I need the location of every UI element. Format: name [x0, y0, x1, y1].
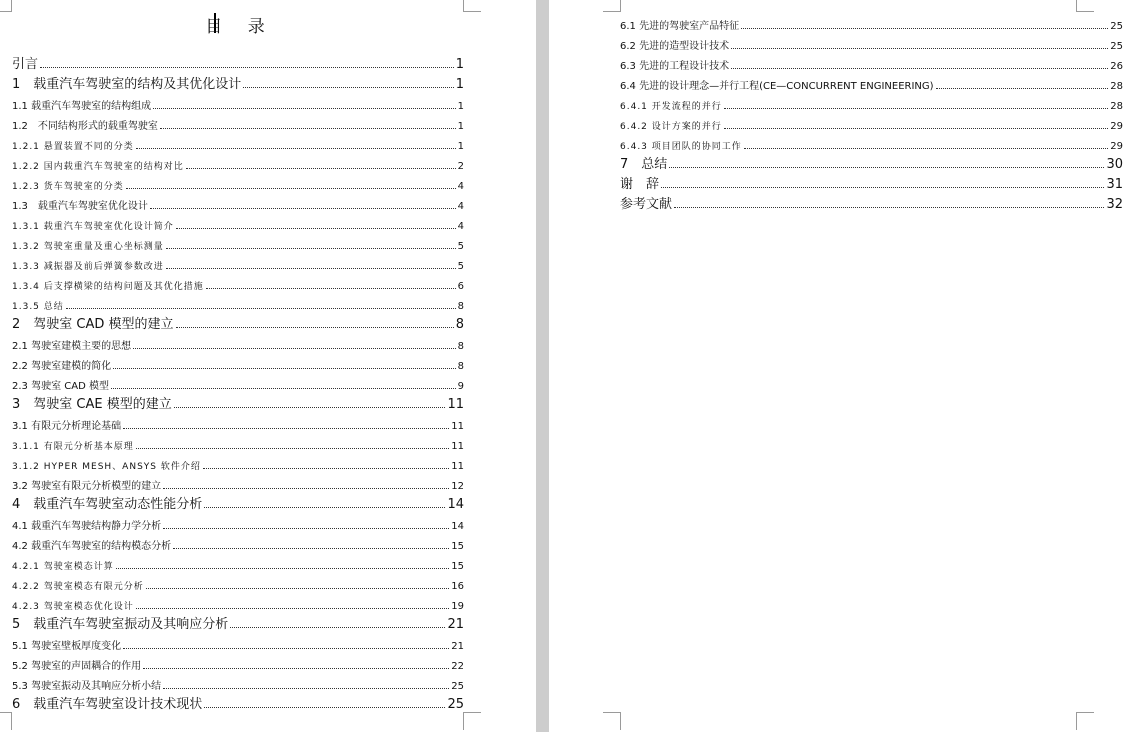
toc-entry[interactable]	[12, 272, 464, 292]
toc-entry[interactable]	[12, 112, 464, 132]
toc-entry[interactable]	[12, 92, 464, 112]
toc-entry-page: 31	[1106, 177, 1123, 192]
toc-leader-dots	[669, 167, 1104, 168]
toc-entry[interactable]	[12, 572, 464, 592]
toc-entry-title: 5.2 驾驶室的声固耦合的作用	[12, 661, 142, 672]
crop-mark	[0, 0, 12, 12]
crop-mark	[463, 0, 481, 12]
toc-entry-page: 9	[457, 381, 464, 392]
toc-entry[interactable]	[12, 332, 464, 352]
toc-entry-page: 11	[447, 397, 464, 412]
toc-entry-title: 1.2.1 悬置装置不同的分类	[12, 142, 134, 152]
toc-entry[interactable]	[12, 132, 464, 152]
toc-entry-page: 32	[1106, 197, 1123, 212]
toc-entry-page: 15	[451, 541, 464, 552]
crop-mark	[0, 712, 12, 730]
toc-entry[interactable]	[12, 612, 464, 632]
toc-entry-page: 11	[451, 461, 464, 472]
toc-entry-page: 22	[451, 661, 464, 672]
toc-entry-page: 4	[457, 201, 464, 212]
toc-entry-title: 2.2 驾驶室建模的简化	[12, 361, 112, 372]
toc-entry-page: 2	[457, 161, 464, 172]
toc-leader-dots	[163, 688, 449, 689]
toc-entry-title: 4 载重汽车驾驶室动态性能分析	[12, 497, 203, 512]
toc-leader-dots	[176, 327, 454, 328]
toc-leader-dots	[744, 148, 1109, 149]
toc-entry[interactable]	[12, 692, 464, 712]
toc-leader-dots	[741, 28, 1108, 29]
toc-leader-dots	[243, 87, 453, 88]
toc-entry[interactable]	[12, 352, 464, 372]
toc-entry-page: 5	[457, 241, 464, 252]
toc-entry-title: 1.3.1 载重汽车驾驶室优化设计简介	[12, 222, 174, 232]
toc-entry-title: 1.3.5 总结	[12, 302, 64, 312]
toc-entry-page: 5	[457, 261, 464, 272]
toc-entry-page: 26	[1110, 61, 1123, 72]
toc-leader-dots	[136, 448, 450, 449]
toc-leader-dots	[136, 608, 450, 609]
toc-entry[interactable]	[620, 132, 1123, 152]
toc-entry-title: 1.2.3 货车驾驶室的分类	[12, 182, 124, 192]
toc-entry-page: 25	[1110, 21, 1123, 32]
toc-entry-title: 5.1 驾驶室壁板厚度变化	[12, 641, 122, 652]
toc-entry[interactable]	[12, 252, 464, 272]
toc-entry-title: 6.4 先进的设计理念—并行工程(CE—CONCURRENT ENGINEERING)	[620, 81, 934, 92]
toc-entry-title: 1.3 载重汽车驾驶室优化设计	[12, 201, 148, 212]
toc-leader-dots	[166, 268, 456, 269]
toc-leader-dots	[163, 488, 449, 489]
toc-entry-title: 1.1 载重汽车驾驶室的结构组成	[12, 101, 152, 112]
toc-entry-page: 8	[457, 341, 464, 352]
toc-entry-page: 11	[451, 441, 464, 452]
toc-entry-title: 6 载重汽车驾驶室设计技术现状	[12, 697, 203, 712]
left-page	[0, 0, 536, 732]
toc-leader-dots	[674, 207, 1104, 208]
toc-entry[interactable]	[12, 492, 464, 512]
toc-entry-page: 1	[457, 101, 464, 112]
toc-leader-dots	[936, 88, 1109, 89]
toc-leader-dots	[204, 507, 445, 508]
toc-entry-title: 4.2.3 驾驶室模态优化设计	[12, 602, 134, 612]
toc-entry[interactable]	[12, 292, 464, 312]
crop-mark	[463, 712, 481, 730]
crop-mark	[1076, 0, 1094, 12]
toc-entry-page: 4	[457, 181, 464, 192]
crop-mark	[603, 0, 621, 12]
toc-entry-page: 1	[457, 141, 464, 152]
toc-leader-dots	[731, 68, 1108, 69]
toc-entry-title: 1.3.3 减振器及前后弹簧参数改进	[12, 262, 164, 272]
toc-entry-page: 21	[447, 617, 464, 632]
toc-entry[interactable]	[12, 192, 464, 212]
toc-entry-title: 1.2.2 国内载重汽车驾驶室的结构对比	[12, 162, 184, 172]
toc-leader-dots	[203, 468, 449, 469]
toc-entry-page: 19	[451, 601, 464, 612]
toc-leader-dots	[186, 168, 456, 169]
toc-entry[interactable]	[620, 112, 1123, 132]
toc-entry[interactable]	[620, 52, 1123, 72]
toc-leader-dots	[40, 67, 454, 68]
toc-entry-title: 4.2.1 驾驶室模态计算	[12, 562, 114, 572]
toc-entry[interactable]	[12, 232, 464, 252]
toc-entry[interactable]	[12, 312, 464, 332]
toc-entry-page: 16	[451, 581, 464, 592]
toc-leader-dots	[133, 348, 456, 349]
toc-entry-title: 6.4.3 项目团队的协同工作	[620, 142, 742, 152]
toc-leader-dots	[160, 128, 456, 129]
toc-entry[interactable]	[620, 12, 1123, 32]
toc-leader-dots	[163, 528, 449, 529]
toc-entry-title: 3 驾驶室 CAE 模型的建立	[12, 397, 172, 412]
toc-entry-title: 6.3 先进的工程设计技术	[620, 61, 730, 72]
toc-entry-title: 4.1 载重汽车驾驶结构静力学分析	[12, 521, 162, 532]
page-gutter	[536, 0, 549, 732]
toc-leader-dots	[66, 308, 456, 309]
toc-leader-dots	[173, 548, 449, 549]
toc-entry[interactable]	[12, 632, 464, 652]
crop-mark	[1076, 712, 1094, 730]
toc-entry-page: 30	[1106, 157, 1123, 172]
toc-entry[interactable]	[12, 432, 464, 452]
toc-entry-page: 29	[1110, 141, 1123, 152]
toc-leader-dots	[123, 428, 449, 429]
toc-entry-title: 参考文献	[620, 197, 673, 212]
toc-entry-page: 11	[451, 421, 464, 432]
toc-leader-dots	[204, 707, 445, 708]
toc-entry-title: 5.3 驾驶室振动及其响应分析小结	[12, 681, 162, 692]
toc-entry[interactable]	[620, 172, 1123, 192]
toc-entry-title: 引言	[12, 57, 39, 72]
toc-entry[interactable]	[12, 52, 464, 72]
toc-entry-title: 2.1 驾驶室建模主要的思想	[12, 341, 132, 352]
toc-entry[interactable]	[12, 172, 464, 192]
toc-entry-page: 21	[451, 641, 464, 652]
right-page	[549, 0, 1123, 732]
toc-entry-page: 25	[447, 697, 464, 712]
toc-entry-page: 1	[455, 77, 464, 92]
toc-entry[interactable]	[12, 372, 464, 392]
toc-entry[interactable]	[620, 32, 1123, 52]
toc-entry-title: 6.4.1 开发流程的并行	[620, 102, 722, 112]
toc-entry-page: 25	[1110, 41, 1123, 52]
toc-entry-page: 29	[1110, 121, 1123, 132]
toc-entry-title: 1.3.4 后支撑横梁的结构问题及其优化措施	[12, 282, 204, 292]
toc-leader-dots	[176, 228, 456, 229]
toc-entry[interactable]	[12, 452, 464, 472]
toc-entry-page: 12	[451, 481, 464, 492]
toc-entry-page: 15	[451, 561, 464, 572]
toc-leader-dots	[126, 188, 456, 189]
toc-entry-page: 1	[455, 57, 464, 72]
toc-entry-title: 6.2 先进的造型设计技术	[620, 41, 730, 52]
toc-leader-dots	[123, 648, 449, 649]
toc-entry[interactable]	[12, 472, 464, 492]
toc-leader-dots	[166, 248, 456, 249]
toc-leader-dots	[113, 368, 456, 369]
toc-leader-dots	[724, 108, 1109, 109]
toc-entry-title: 5 载重汽车驾驶室振动及其响应分析	[12, 617, 229, 632]
toc-entry[interactable]	[12, 212, 464, 232]
toc-entry-page: 28	[1110, 81, 1123, 92]
toc-entry-title: 4.2.2 驾驶室模态有限元分析	[12, 582, 144, 592]
toc-entry[interactable]	[12, 592, 464, 612]
toc-leader-dots	[153, 108, 456, 109]
toc-entry-title: 1 载重汽车驾驶室的结构及其优化设计	[12, 77, 242, 92]
toc-leader-dots	[206, 288, 456, 289]
toc-entry-page: 4	[457, 221, 464, 232]
toc-entry-page: 1	[457, 121, 464, 132]
toc-entry-title: 3.1.2 HYPER MESH、ANSYS 软件介绍	[12, 462, 201, 472]
crop-mark	[603, 712, 621, 730]
toc-entry[interactable]	[12, 552, 464, 572]
toc-entry[interactable]	[620, 92, 1123, 112]
toc-leader-dots	[150, 208, 456, 209]
toc-entry-title: 1.3.2 驾驶室重量及重心坐标测量	[12, 242, 164, 252]
toc-leader-dots	[724, 128, 1109, 129]
toc-entry[interactable]	[620, 72, 1123, 92]
toc-entry[interactable]	[12, 392, 464, 412]
toc-entry-title: 3.1 有限元分析理论基础	[12, 421, 122, 432]
toc-entry-page: 25	[451, 681, 464, 692]
toc-leader-dots	[111, 388, 456, 389]
toc-entry[interactable]	[12, 412, 464, 432]
toc-entry-title: 1.2 不同结构形式的载重驾驶室	[12, 121, 158, 132]
toc-entry-title: 3.2 驾驶室有限元分析模型的建立	[12, 481, 162, 492]
toc-leader-dots	[661, 187, 1104, 188]
toc-title: 目 录	[205, 17, 275, 37]
toc-entry-page: 14	[451, 521, 464, 532]
toc-entry[interactable]	[12, 532, 464, 552]
toc-entry[interactable]	[12, 72, 464, 92]
toc-entry-title: 3.1.1 有限元分析基本原理	[12, 442, 134, 452]
toc-entry[interactable]	[12, 652, 464, 672]
toc-entry[interactable]	[620, 152, 1123, 172]
toc-leader-dots	[143, 668, 449, 669]
toc-entry-title: 7 总结	[620, 157, 668, 172]
toc-entry-title: 6.4.2 设计方案的并行	[620, 122, 722, 132]
toc-leader-dots	[116, 568, 450, 569]
toc-leader-dots	[136, 148, 456, 149]
toc-entry-title: 2.3 驾驶室 CAD 模型	[12, 381, 109, 392]
toc-leader-dots	[174, 407, 446, 408]
toc-leader-dots	[731, 48, 1108, 49]
toc-entry-page: 8	[455, 317, 464, 332]
toc-entry-title: 6.1 先进的驾驶室产品特征	[620, 21, 740, 32]
toc-leader-dots	[230, 627, 445, 628]
toc-entry-title: 2 驾驶室 CAD 模型的建立	[12, 317, 174, 332]
toc-entry[interactable]	[12, 512, 464, 532]
toc-entry-page: 8	[457, 361, 464, 372]
toc-entry-page: 28	[1110, 101, 1123, 112]
toc-entry[interactable]	[12, 152, 464, 172]
toc-entry-page: 14	[447, 497, 464, 512]
toc-entry-title: 4.2 载重汽车驾驶室的结构模态分析	[12, 541, 172, 552]
toc-entry-page: 8	[457, 301, 464, 312]
toc-entry-page: 6	[457, 281, 464, 292]
toc-leader-dots	[146, 588, 450, 589]
toc-entry[interactable]	[12, 672, 464, 692]
toc-entry[interactable]	[620, 192, 1123, 212]
toc-entry-title: 谢 辞	[620, 177, 660, 192]
